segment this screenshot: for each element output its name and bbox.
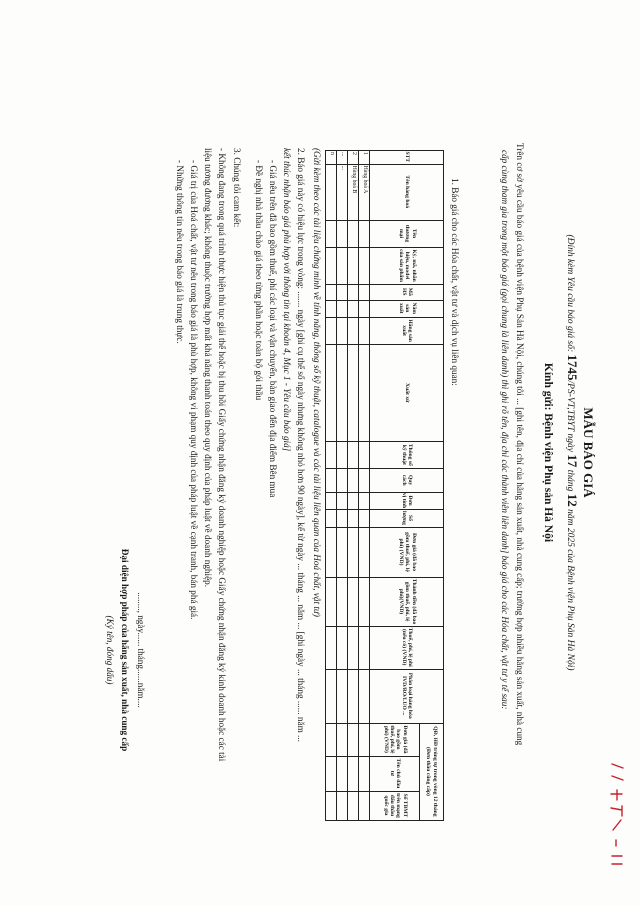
table-header-thong-so: Thông số kỹ thuật xyxy=(401,443,414,466)
table-note: (Gửi kèm theo các tài liệu chứng minh về tính năng, thông số kỹ thuật, catalogue và các tài liệu liên quan của Hoá chất, vật tư) xyxy=(312,148,322,617)
quote-table xyxy=(326,150,444,820)
handwritten-day: 17 xyxy=(565,454,580,468)
table-row-name: ... xyxy=(340,165,346,170)
section-3-line-2: liệu tương đương khác; không thuộc trường hợp mất khả năng thanh toán theo quy định của pháp luật về doanh nghiệp. xyxy=(203,148,213,588)
table-header-ma-hs: Mã HS xyxy=(401,287,414,296)
table-header-nam-san-xuat: Năm sản xuất xyxy=(397,302,417,315)
table-header-don-gia: Đơn giá (đã bao gồm thuế, phí, lệ phí) (VND) xyxy=(397,532,417,572)
section-2-bullet-2: - Đề nghị nhà thầu chào giá theo từng phần hoặc toàn bộ gói thầu xyxy=(254,160,264,401)
table-row-stt: 2 xyxy=(351,152,357,155)
section-3-heading: 3. Chúng tôi cam kết: xyxy=(232,148,242,228)
table-border-bottom xyxy=(325,150,326,820)
table-header-ky-ma: Ký, mã, nhãn hiệu, model của sản phẩm xyxy=(397,249,417,283)
section-1-heading: 1. Báo giá cho các Hóa chất, vật tư và dịch vụ liên quan: xyxy=(450,178,460,386)
intro-line-2: cấp cùng tham gia trong một báo giá (gọi chung là liên danh) thì ghi rõ tên, địa chỉ các thành viên liên danh] báo giá cho các Hóa chất, vật tư y tế sau: xyxy=(500,150,510,710)
red-pen-marks-icon xyxy=(608,760,626,880)
signature-date: ........, ngày...... tháng......năm.... xyxy=(136,592,146,708)
table-header-qd-don-gia: Đơn giá (đã bao gồm thuế, phí, lệ phí) (VND) xyxy=(382,725,408,754)
table-header-bottom xyxy=(369,150,370,820)
table-header-qd-hd-group: QĐ, HĐ trúng tự trong vòng 12 tháng (Đơn thầu cũng cấp) xyxy=(425,726,438,817)
signature-note: (Ký tên, đóng dấu) xyxy=(105,615,115,685)
table-border-top xyxy=(443,150,444,820)
table-row-stt: ... xyxy=(340,152,346,157)
section-3-line-3: - Giá trị của Hoá chất, vật tư nêu trong báo giá là phù hợp, không vi phạm quy định của pháp luật về cạnh tranh, bán phá giá. xyxy=(189,160,199,620)
signature-title: Đại diện hợp pháp của hãng sản xuất, nhà cung cấp xyxy=(120,548,130,752)
table-row-divider xyxy=(336,150,337,820)
section-2-line-2: kết thúc nhận báo giá phù hợp với thông tin tại khoản 4, Mục 1 - Yêu cầu báo giá] xyxy=(282,148,292,452)
table-header-hang-san-xuat: Hãng sản xuất xyxy=(401,319,414,342)
section-3-line-1: - Không đang trong quá trình thực hiện thủ tục giải thể hoặc bị thu hồi Giấy chứng nhận đăng ký doanh nghiệp hoặc Giấy chứng nhận đăng ký kinh doanh hoặc các tài xyxy=(217,148,227,762)
table-border-right xyxy=(325,820,444,821)
table-header-xuat-xu: Xuất xứ xyxy=(404,383,411,403)
addressee: Kính gửi: Bệnh viện Phụ sản Hà Nội xyxy=(542,362,554,543)
table-header-thue-phi: Thuế, phí, lệ phí (nếu có) (VND) xyxy=(401,627,414,667)
intro-line-1: Trên cơ sở yêu cầu báo giá của bệnh viện Phụ Sản Hà Nội, chúng tôi ... [ghi tên, địa chỉ của hãng sản xuất, nhà cung cấp; trường hợp nhiều hãng sản xuất, nhà cung xyxy=(515,143,525,746)
table-header-qd-ten-chu-dau-tu: Tên chủ đầu tư xyxy=(389,758,402,789)
table-header-ten-hang-hoa: Tên hàng hoá xyxy=(404,175,411,209)
section-2-line-1: 2. Báo giá này có hiệu lực trong vòng: ....... ngày [ghi cụ thể số ngày nhưng không nhỏ hơn 90 ngày], kể từ ngày ... tháng ... năm ... [ghi ngày ... tháng ...... năm ... xyxy=(296,148,306,742)
table-row-divider xyxy=(347,150,348,820)
table-row-divider xyxy=(358,150,359,820)
table-header-quy-cach: Quy cách xyxy=(401,474,414,486)
table-header-stt: STT xyxy=(404,151,411,163)
handwritten-number: 1745 xyxy=(565,354,580,381)
table-row-name xyxy=(326,164,337,222)
table-header-phan-loai: Phân loại hàng hóa IVD/RO/LUO ... xyxy=(401,672,414,719)
table-row-stt: 1 xyxy=(362,152,368,155)
table-row-name: Hàng hoá B xyxy=(351,165,357,194)
table-header-ten-thuong-mai: Tên thương mại xyxy=(397,224,417,243)
table-header-so-luong: Số lượng xyxy=(401,511,414,525)
document-title: MẪU BÁO GIÁ xyxy=(581,407,596,498)
table-header-don-vi-tinh: Đơn vị tính xyxy=(401,492,414,509)
handwritten-month: 12 xyxy=(565,493,580,507)
section-2-bullet-1: - Giá nêu trên đã bao gồm thuế, phí các loại và vận chuyển, bàn giao đến địa điểm Bên mua xyxy=(268,160,278,498)
section-3-line-4: - Những thông tin nêu trong báo giá là trung thực. xyxy=(175,160,185,344)
table-header-qd-so-tbmt: Số TBMT trên mạng đấu thầu quốc gia xyxy=(382,793,408,818)
document-subtitle: (Đính kèm Yêu cầu báo giá số: 1745/PS-VT,TBYT ngày 17 tháng 12 năm 2025 của Bệnh viện Phụ Sản Hà Nội) xyxy=(565,234,580,671)
red-pen-marks xyxy=(604,760,626,880)
table-row-stt: n xyxy=(329,152,335,155)
table-row-name: Hàng hoá A xyxy=(362,165,368,194)
table-header-thanh-tien: Thành tiền (đã bao gồm thuế, phí, lệ phí)(VND) xyxy=(397,578,417,625)
